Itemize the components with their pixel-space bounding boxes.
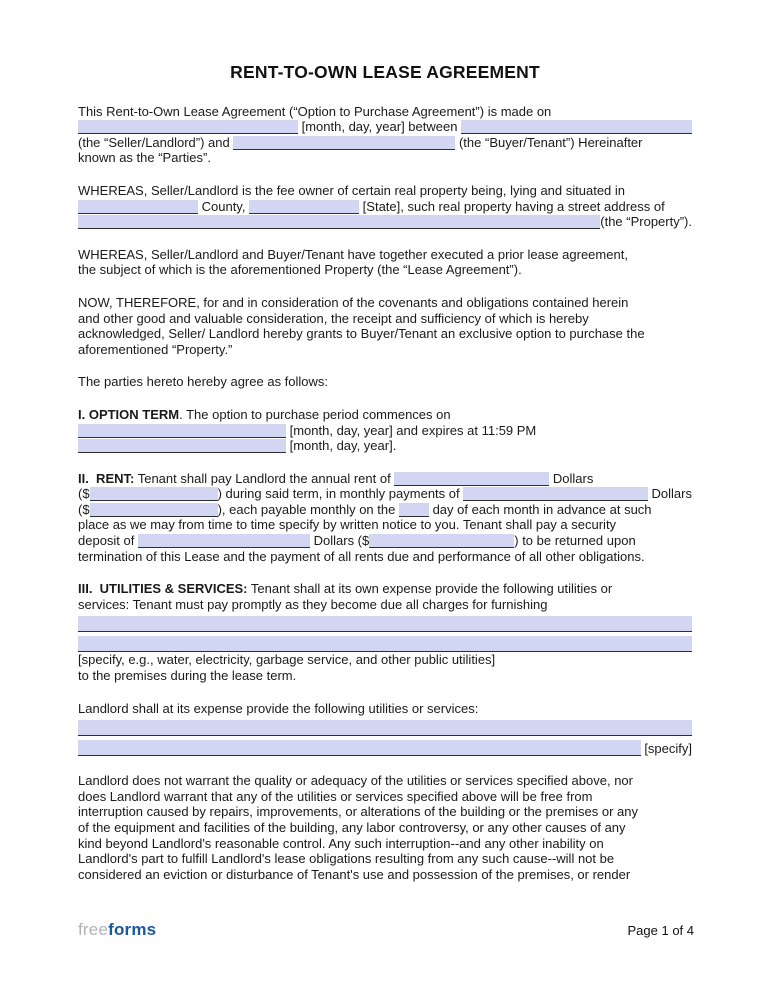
form-field-blank[interactable] — [78, 740, 641, 756]
text-run: Landlord shall at its expense provide the following utilities or services: — [78, 700, 479, 716]
section-1-option-term — [78, 406, 692, 453]
text-line — [78, 406, 692, 422]
text-line — [78, 310, 692, 326]
landlord-utilities — [78, 700, 692, 756]
text-run: County, — [198, 198, 250, 214]
text-run: Dollars — [549, 470, 594, 486]
text-run: considered an eviction or disturbance of Tenant's use and possession of the premises, or render — [78, 866, 631, 882]
text-line — [78, 612, 692, 632]
text-run: aforementioned “Property.” — [78, 341, 233, 357]
text-line — [78, 548, 692, 564]
text-line — [78, 134, 692, 150]
text-line — [78, 581, 692, 597]
form-field-blank[interactable] — [90, 487, 218, 501]
text-run: (the “Seller/Landlord”) and — [78, 134, 234, 150]
text-run: (the “Property”). — [600, 214, 692, 230]
text-run: WHEREAS, Seller/Landlord and Buyer/Tenant have together executed a prior lease agreement, — [78, 246, 628, 262]
text-line — [78, 470, 692, 486]
text-line — [78, 736, 692, 756]
text-run: III. UTILITIES & SERVICES: — [78, 581, 248, 597]
text-run: Landlord's part to fulfill Landlord's lease obligations resulting from any such cause--will not be — [78, 851, 615, 867]
text-line — [78, 851, 692, 867]
text-run: day of each month in advance at such — [428, 501, 652, 517]
form-field-blank[interactable] — [78, 200, 198, 214]
text-line — [78, 150, 692, 166]
text-line — [78, 422, 692, 438]
text-line — [78, 103, 692, 119]
text-line — [78, 326, 692, 342]
text-line — [78, 667, 692, 683]
text-run: acknowledged, Seller/ Landlord hereby grants to Buyer/Tenant an exclusive option to purchase the — [78, 326, 645, 342]
text-line — [78, 596, 692, 612]
text-line — [78, 501, 692, 517]
text-line — [78, 119, 692, 135]
text-line — [78, 517, 692, 533]
text-run: [specify, e.g., water, electricity, garbage service, and other public utilities] — [78, 652, 496, 668]
form-field-blank[interactable] — [399, 503, 429, 517]
text-line — [78, 866, 692, 882]
form-field-blank[interactable] — [463, 487, 648, 501]
text-run: The parties hereto hereby agree as follows: — [78, 374, 329, 390]
form-field-blank[interactable] — [461, 120, 692, 134]
text-line — [78, 716, 692, 736]
text-run: does Landlord warrant that any of the utilities or services specified above will be free from — [78, 788, 593, 804]
text-run: termination of this Lease and the payment of all rents due and performance of all other obligations. — [78, 548, 645, 564]
text-run: Dollars — [647, 486, 692, 502]
document-title: RENT-TO-OWN LEASE AGREEMENT — [230, 62, 540, 82]
form-field-blank[interactable] — [78, 215, 600, 229]
logo-text-free: free — [78, 920, 109, 939]
text-line — [78, 246, 692, 262]
document-body — [78, 103, 692, 882]
section-3-utilities-services — [78, 581, 692, 683]
form-field-blank[interactable] — [78, 616, 692, 632]
text-run: interruption caused by repairs, improvements, or alterations of the building or the premises or any — [78, 804, 639, 820]
form-field-blank[interactable] — [394, 472, 549, 486]
form-field-blank[interactable] — [138, 534, 310, 548]
text-run: II. RENT: — [78, 470, 135, 486]
text-run: [month, day, year]. — [286, 438, 397, 454]
text-run: Tenant shall pay Landlord the annual rent of — [134, 470, 395, 486]
text-line — [78, 700, 692, 716]
now-therefore-clause — [78, 294, 692, 356]
text-run: [month, day, year] and expires at 11:59 PM — [286, 422, 537, 438]
text-line — [78, 532, 692, 548]
text-run: [month, day, year] between — [298, 119, 462, 135]
footer — [78, 920, 694, 940]
form-field-blank[interactable] — [233, 136, 455, 150]
text-line — [78, 374, 692, 390]
text-run: Dollars ($ — [310, 533, 370, 549]
text-run: . The option to purchase period commences on — [179, 406, 451, 422]
form-field-blank[interactable] — [78, 636, 692, 652]
form-field-blank[interactable] — [78, 120, 298, 134]
text-line — [78, 214, 692, 230]
text-run: NOW, THEREFORE, for and in consideration of the covenants and obligations contained herein — [78, 294, 629, 310]
text-run: ($ — [78, 501, 90, 517]
text-run: Landlord does not warrant the quality or adequacy of the utilities or services specified above, nor — [78, 773, 633, 789]
text-run: ($ — [78, 486, 90, 502]
text-run: ), each payable monthly on the — [217, 501, 399, 517]
text-run: the subject of which is the aforementioned Property (the “Lease Agreement”). — [78, 262, 522, 278]
form-field-blank[interactable] — [369, 534, 514, 548]
section-2-rent — [78, 470, 692, 564]
text-line — [78, 652, 692, 668]
text-line — [78, 294, 692, 310]
text-line — [78, 788, 692, 804]
text-line — [78, 198, 692, 214]
whereas-property — [78, 182, 692, 229]
text-line — [78, 486, 692, 502]
text-run: WHEREAS, Seller/Landlord is the fee owner of certain real property being, lying and situated in — [78, 182, 626, 198]
text-line — [78, 773, 692, 789]
text-run: to the premises during the lease term. — [78, 668, 297, 684]
text-line — [78, 262, 692, 278]
utilities-warranty-disclaimer — [78, 773, 692, 882]
text-line — [78, 341, 692, 357]
intro-clause — [78, 103, 692, 165]
text-run: deposit of — [78, 533, 138, 549]
text-run: [specify] — [640, 740, 692, 756]
form-field-blank[interactable] — [249, 200, 359, 214]
text-run: [State], such real property having a street address of — [359, 198, 665, 214]
text-run: I. OPTION TERM — [78, 406, 180, 422]
text-line — [78, 835, 692, 851]
form-field-blank[interactable] — [78, 720, 692, 736]
form-field-blank[interactable] — [78, 424, 286, 438]
text-run: This Rent-to-Own Lease Agreement (“Option to Purchase Agreement”) is made on — [78, 103, 552, 119]
logo-text-forms: forms — [108, 920, 157, 939]
text-run: kind beyond Landlord's reasonable control. Any such interruption--and any other inability on — [78, 835, 604, 851]
text-line — [78, 819, 692, 835]
text-run: and other good and valuable consideration, the receipt and sufficiency of which is hereby — [78, 310, 589, 326]
text-run: place as we may from time to time specify by written notice to you. Tenant shall pay a security — [78, 517, 617, 533]
text-run: of the equipment and facilities of the building, any labor controversy, or any other causes of any — [78, 820, 626, 835]
text-run: known as the “Parties”. — [78, 150, 211, 166]
text-line — [78, 182, 692, 198]
form-field-blank[interactable] — [90, 503, 218, 517]
text-line — [78, 632, 692, 652]
text-line — [78, 804, 692, 820]
text-run: Tenant shall at its own expense provide the following utilities or — [247, 581, 613, 597]
whereas-prior-lease — [78, 246, 692, 277]
page-number: Page 1 of 4 — [627, 922, 694, 938]
freeforms-logo — [78, 920, 156, 940]
text-run: services: Tenant must pay promptly as they become due all charges for furnishing — [78, 596, 548, 612]
text-run: ) to be returned upon — [514, 533, 636, 549]
form-field-blank[interactable] — [78, 439, 286, 453]
text-line — [78, 438, 692, 454]
text-run: ) during said term, in monthly payments of — [217, 486, 464, 502]
text-run: (the “Buyer/Tenant”) Hereinafter — [455, 134, 643, 150]
agreement-lead-in — [78, 374, 692, 390]
